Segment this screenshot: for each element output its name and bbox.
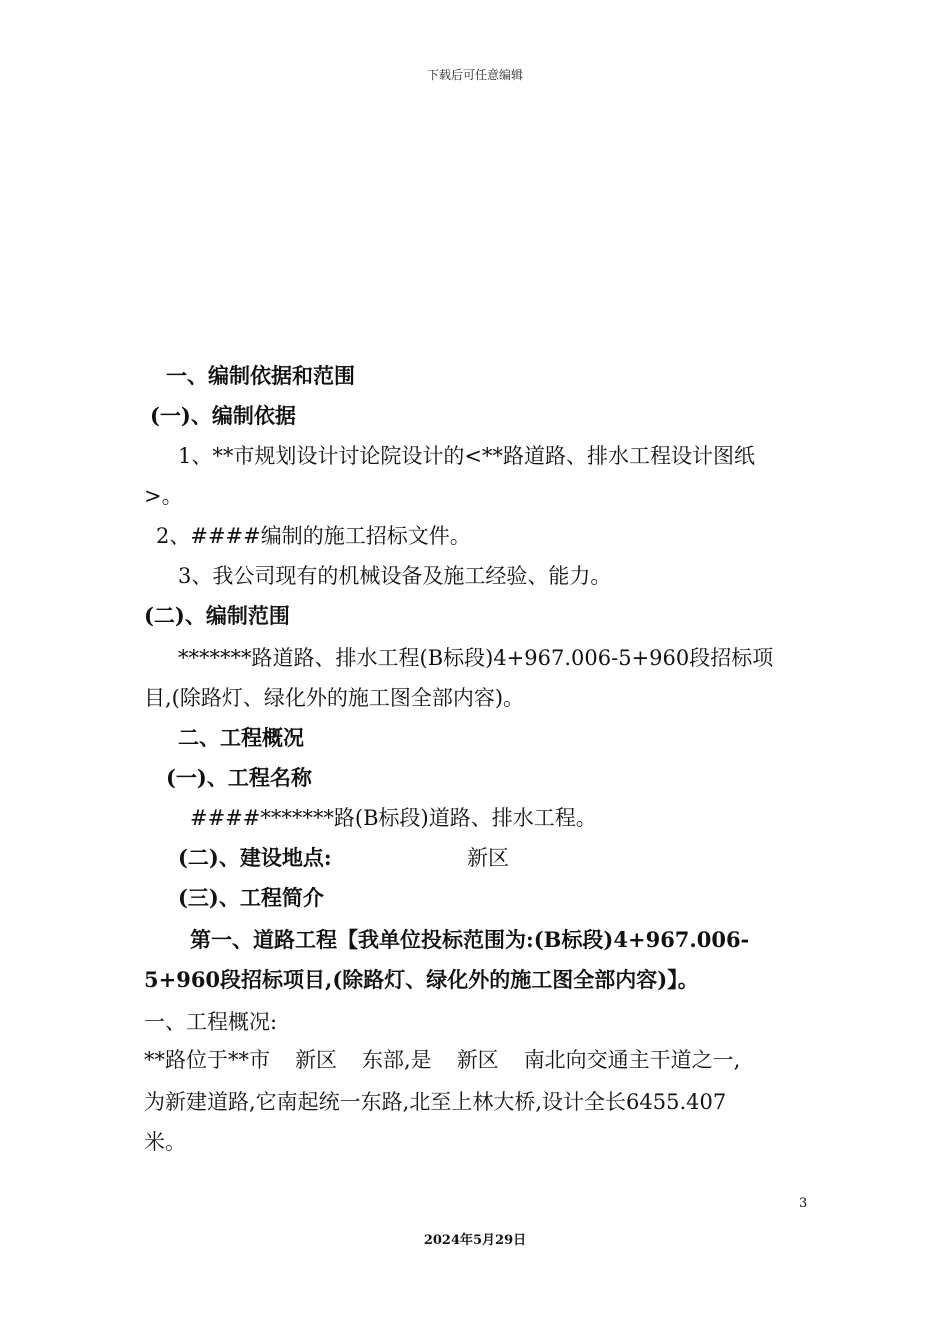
item-1-line-1: 1、**市规划设计讨论院设计的<**路道路、排水工程设计图纸 xyxy=(178,444,755,468)
location-value: 新区 xyxy=(467,846,509,870)
page-header: 下载后可任意编辑 xyxy=(426,68,523,82)
heading-2b: (二)、建设地点: xyxy=(178,845,332,870)
item-1-line-2: >。 xyxy=(144,484,183,508)
overview-seg-4: 新区 xyxy=(456,1048,499,1072)
footer-date: 2024年5月29日 xyxy=(423,1233,527,1248)
overview-line-2: 为新建道路,它南起统一东路,北至上林大桥,设计全长6455.407 xyxy=(144,1090,727,1114)
overview-seg-3: 东部,是 xyxy=(362,1048,432,1072)
heading-2: 二、工程概况 xyxy=(178,725,304,750)
overview-line-1 xyxy=(144,1046,740,1074)
overview-seg-5: 南北向交通主干道之一, xyxy=(523,1048,741,1072)
overview-seg-2: 新区 xyxy=(295,1048,337,1072)
overview-line-3: 米。 xyxy=(144,1130,186,1154)
item-3: 3、我公司现有的机械设备及施工经验、能力。 xyxy=(178,564,612,588)
overview-seg-1: **路位于**市 xyxy=(144,1048,270,1072)
heading-1a: (一)、编制依据 xyxy=(150,403,296,428)
heading-2a: (一)、工程名称 xyxy=(166,765,312,790)
road-line-2: 5+960段招标项目,(除路灯、绿化外的施工图全部内容)】。 xyxy=(144,967,699,992)
scope-line-2: 目,(除路灯、绿化外的施工图全部内容)。 xyxy=(144,686,525,710)
heading-1: 一、编制依据和范围 xyxy=(166,363,355,388)
heading-2c: (三)、工程简介 xyxy=(178,885,324,910)
road-line-1: 第一、道路工程【我单位投标范围为:(B标段)4+967.006- xyxy=(190,927,750,952)
project-name: ####*******路(B标段)道路、排水工程。 xyxy=(190,806,597,830)
scope-line-1: *******路道路、排水工程(B标段)4+967.006-5+960段招标项 xyxy=(178,646,774,670)
overview-title: 一、工程概况: xyxy=(144,1010,278,1034)
page-number: 3 xyxy=(799,1196,808,1211)
item-2: 2、####编制的施工招标文件。 xyxy=(156,524,471,548)
heading-1b: (二)、编制范围 xyxy=(144,603,290,628)
